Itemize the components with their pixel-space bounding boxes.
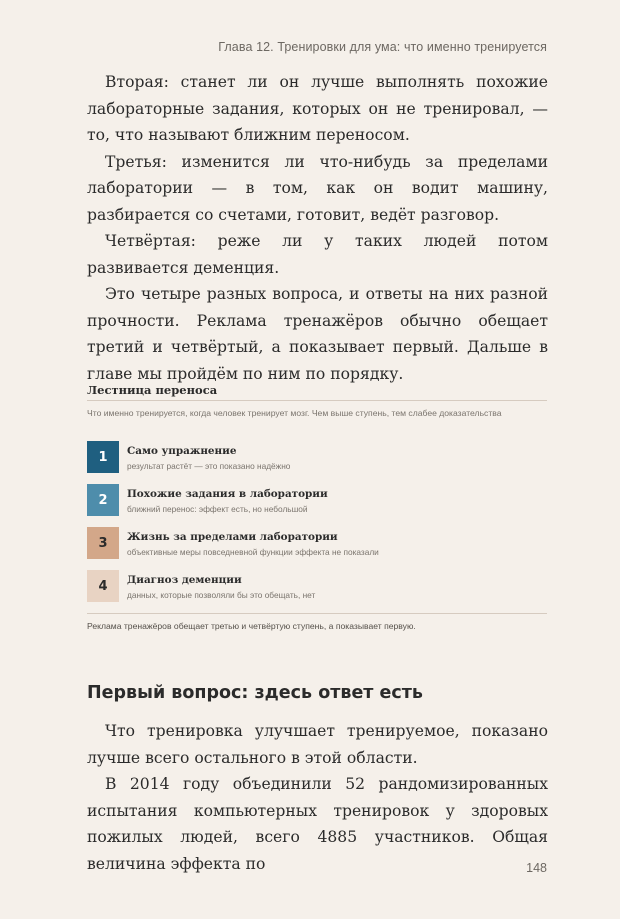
step-title: Само упражнение	[127, 445, 237, 457]
step-number-badge: 1	[87, 441, 119, 473]
divider	[87, 400, 547, 401]
step-description: данных, которые позволяли бы это обещать, нет	[127, 590, 316, 600]
step-description: объективные меры повседневной функции эффекта не показали	[127, 547, 379, 557]
step-title: Жизнь за пределами лаборатории	[127, 531, 338, 543]
divider	[87, 613, 547, 614]
paragraph: Четвёртая: реже ли у таких людей потом развивается деменция.	[87, 232, 548, 277]
running-head: Глава 12. Тренировки для ума: что именно тренируется	[218, 40, 547, 54]
figure-subtitle: Что именно тренируется, когда человек тренирует мозг. Чем выше ступень, тем слабее доказательства	[87, 408, 502, 418]
ladder-step-1	[87, 441, 547, 474]
ladder-step-2	[87, 484, 547, 517]
paragraph: Это четыре разных вопроса, и ответы на них разной прочности. Реклама тренажёров обычно обещает третий и четвёртый, а показывает первый. Дальше в главе мы пройдём по ним по порядку.	[87, 285, 548, 383]
paragraph: Вторая: станет ли он лучше выполнять похожие лабораторные задания, которых он не тренировал, — то, что называют ближним переносом.	[87, 73, 548, 144]
paragraph: В 2014 году объединили 52 рандомизированных испытания компьютерных тренировок у здоровых пожилых людей, всего 4885 участников. Общая величина эффекта по	[87, 775, 548, 873]
figure-title: Лестница переноса	[87, 383, 218, 397]
step-description: ближний перенос: эффект есть, но небольшой	[127, 504, 308, 514]
step-description: результат растёт — это показано надёжно	[127, 461, 291, 471]
ladder-step-4	[87, 570, 547, 603]
figure-caption: Реклама тренажёров обещает третью и четвёртую ступень, а показывает первую.	[87, 621, 416, 631]
paragraph: Третья: изменится ли что-нибудь за пределами лаборатории — в том, как он водит машину, разбирается со счетами, готовит, ведёт разговор.	[87, 152, 548, 224]
step-number-badge: 3	[87, 527, 119, 559]
page-number: 148	[526, 861, 547, 875]
body-text-bottom	[87, 718, 548, 877]
paragraph: Что тренировка улучшает тренируемое, показано лучше всего остального в этой области.	[87, 722, 548, 767]
step-number-badge: 2	[87, 484, 119, 516]
ladder-steps	[87, 441, 547, 603]
ladder-step-3	[87, 527, 547, 560]
step-number-badge: 4	[87, 570, 119, 602]
body-text-top	[87, 69, 548, 387]
section-heading: Первый вопрос: здесь ответ есть	[87, 683, 423, 703]
transfer-ladder-figure	[87, 382, 547, 632]
step-title: Диагноз деменции	[127, 574, 242, 586]
step-title: Похожие задания в лаборатории	[127, 488, 328, 500]
